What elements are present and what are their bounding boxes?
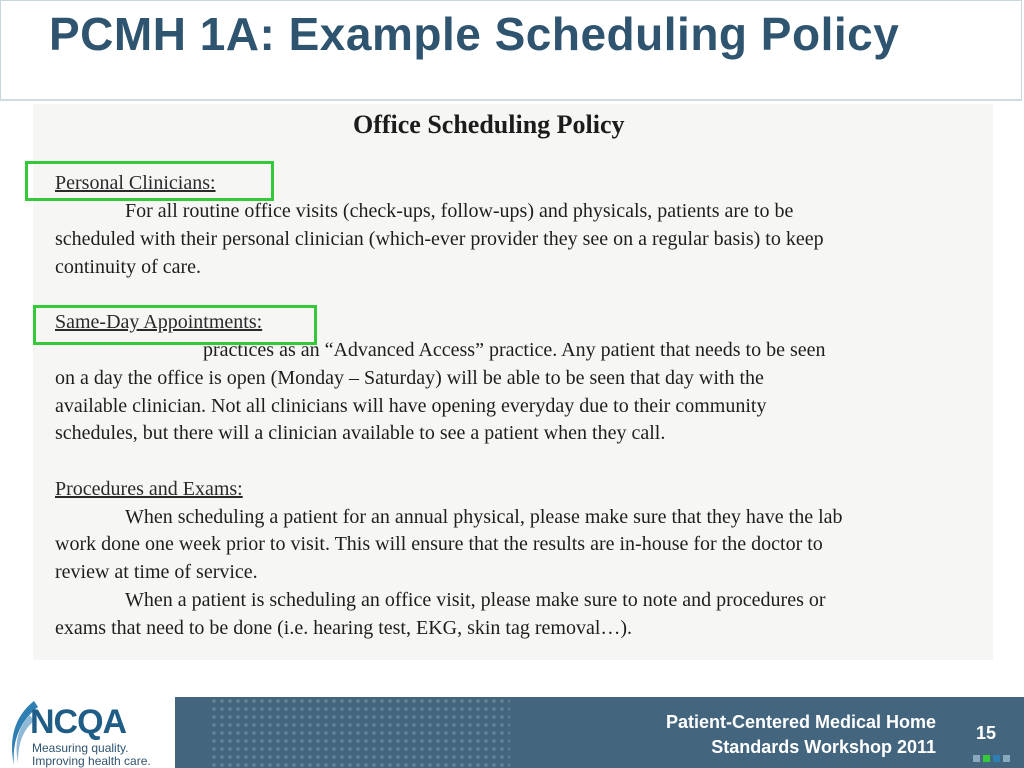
highlight-box-same-day-appointments	[33, 305, 317, 345]
section-line: scheduled with their personal clinician (which-ever provider they see on a regular basis) to keep	[55, 228, 824, 250]
section-line: review at time of service.	[55, 561, 258, 583]
slide-title: PCMH 1A: Example Scheduling Policy	[49, 8, 900, 60]
page-number: 15	[975, 723, 996, 743]
section-line: exams that need to be done (i.e. hearing test, EKG, skin tag removal…).	[55, 617, 633, 639]
section-line: When scheduling a patient for an annual physical, please make sure that they have the lab	[125, 506, 843, 528]
ncqa-logo	[0, 697, 175, 768]
section-line: schedules, but there will a clinician available to see a patient when they call.	[55, 422, 666, 444]
footer-bar	[0, 697, 1024, 768]
logo-tagline: Measuring quality.	[32, 741, 129, 755]
footer-dot-pattern	[210, 697, 510, 768]
slide-title-bar	[0, 0, 1022, 101]
decor-square	[1003, 755, 1010, 762]
footer-text-line-2: Standards Workshop 2011	[711, 737, 936, 757]
decor-square	[993, 755, 1000, 762]
section-line: available clinician. Not all clinicians will have opening everyday due to their community	[55, 395, 767, 417]
highlight-box-personal-clinicians	[25, 161, 274, 201]
section-heading-same-day-appointments: Same-Day Appointments:	[55, 311, 263, 333]
section-heading-procedures-and-exams: Procedures and Exams:	[55, 478, 243, 500]
section-heading-personal-clinicians: Personal Clinicians:	[55, 172, 216, 194]
logo-tagline: Improving health care.	[32, 754, 151, 768]
decor-square	[983, 755, 990, 762]
section-line: practices as an “Advanced Access” practice. Any patient that needs to be seen	[203, 339, 826, 361]
section-line: on a day the office is open (Monday – Saturday) will be able to be seen that day with the	[55, 367, 764, 389]
decor-square	[973, 755, 980, 762]
footer-text-line-1: Patient-Centered Medical Home	[665, 712, 936, 732]
section-line: work done one week prior to visit. This will ensure that the results are in-house for the doctor to	[55, 533, 823, 555]
document-title: Office Scheduling Policy	[353, 110, 625, 139]
section-line: When a patient is scheduling an office visit, please make sure to note and procedures or	[125, 589, 826, 611]
section-line: continuity of care.	[55, 256, 202, 278]
logo-wordmark: NCQA	[30, 703, 127, 741]
section-line: For all routine office visits (check-ups, follow-ups) and physicals, patients are to be	[125, 200, 794, 222]
